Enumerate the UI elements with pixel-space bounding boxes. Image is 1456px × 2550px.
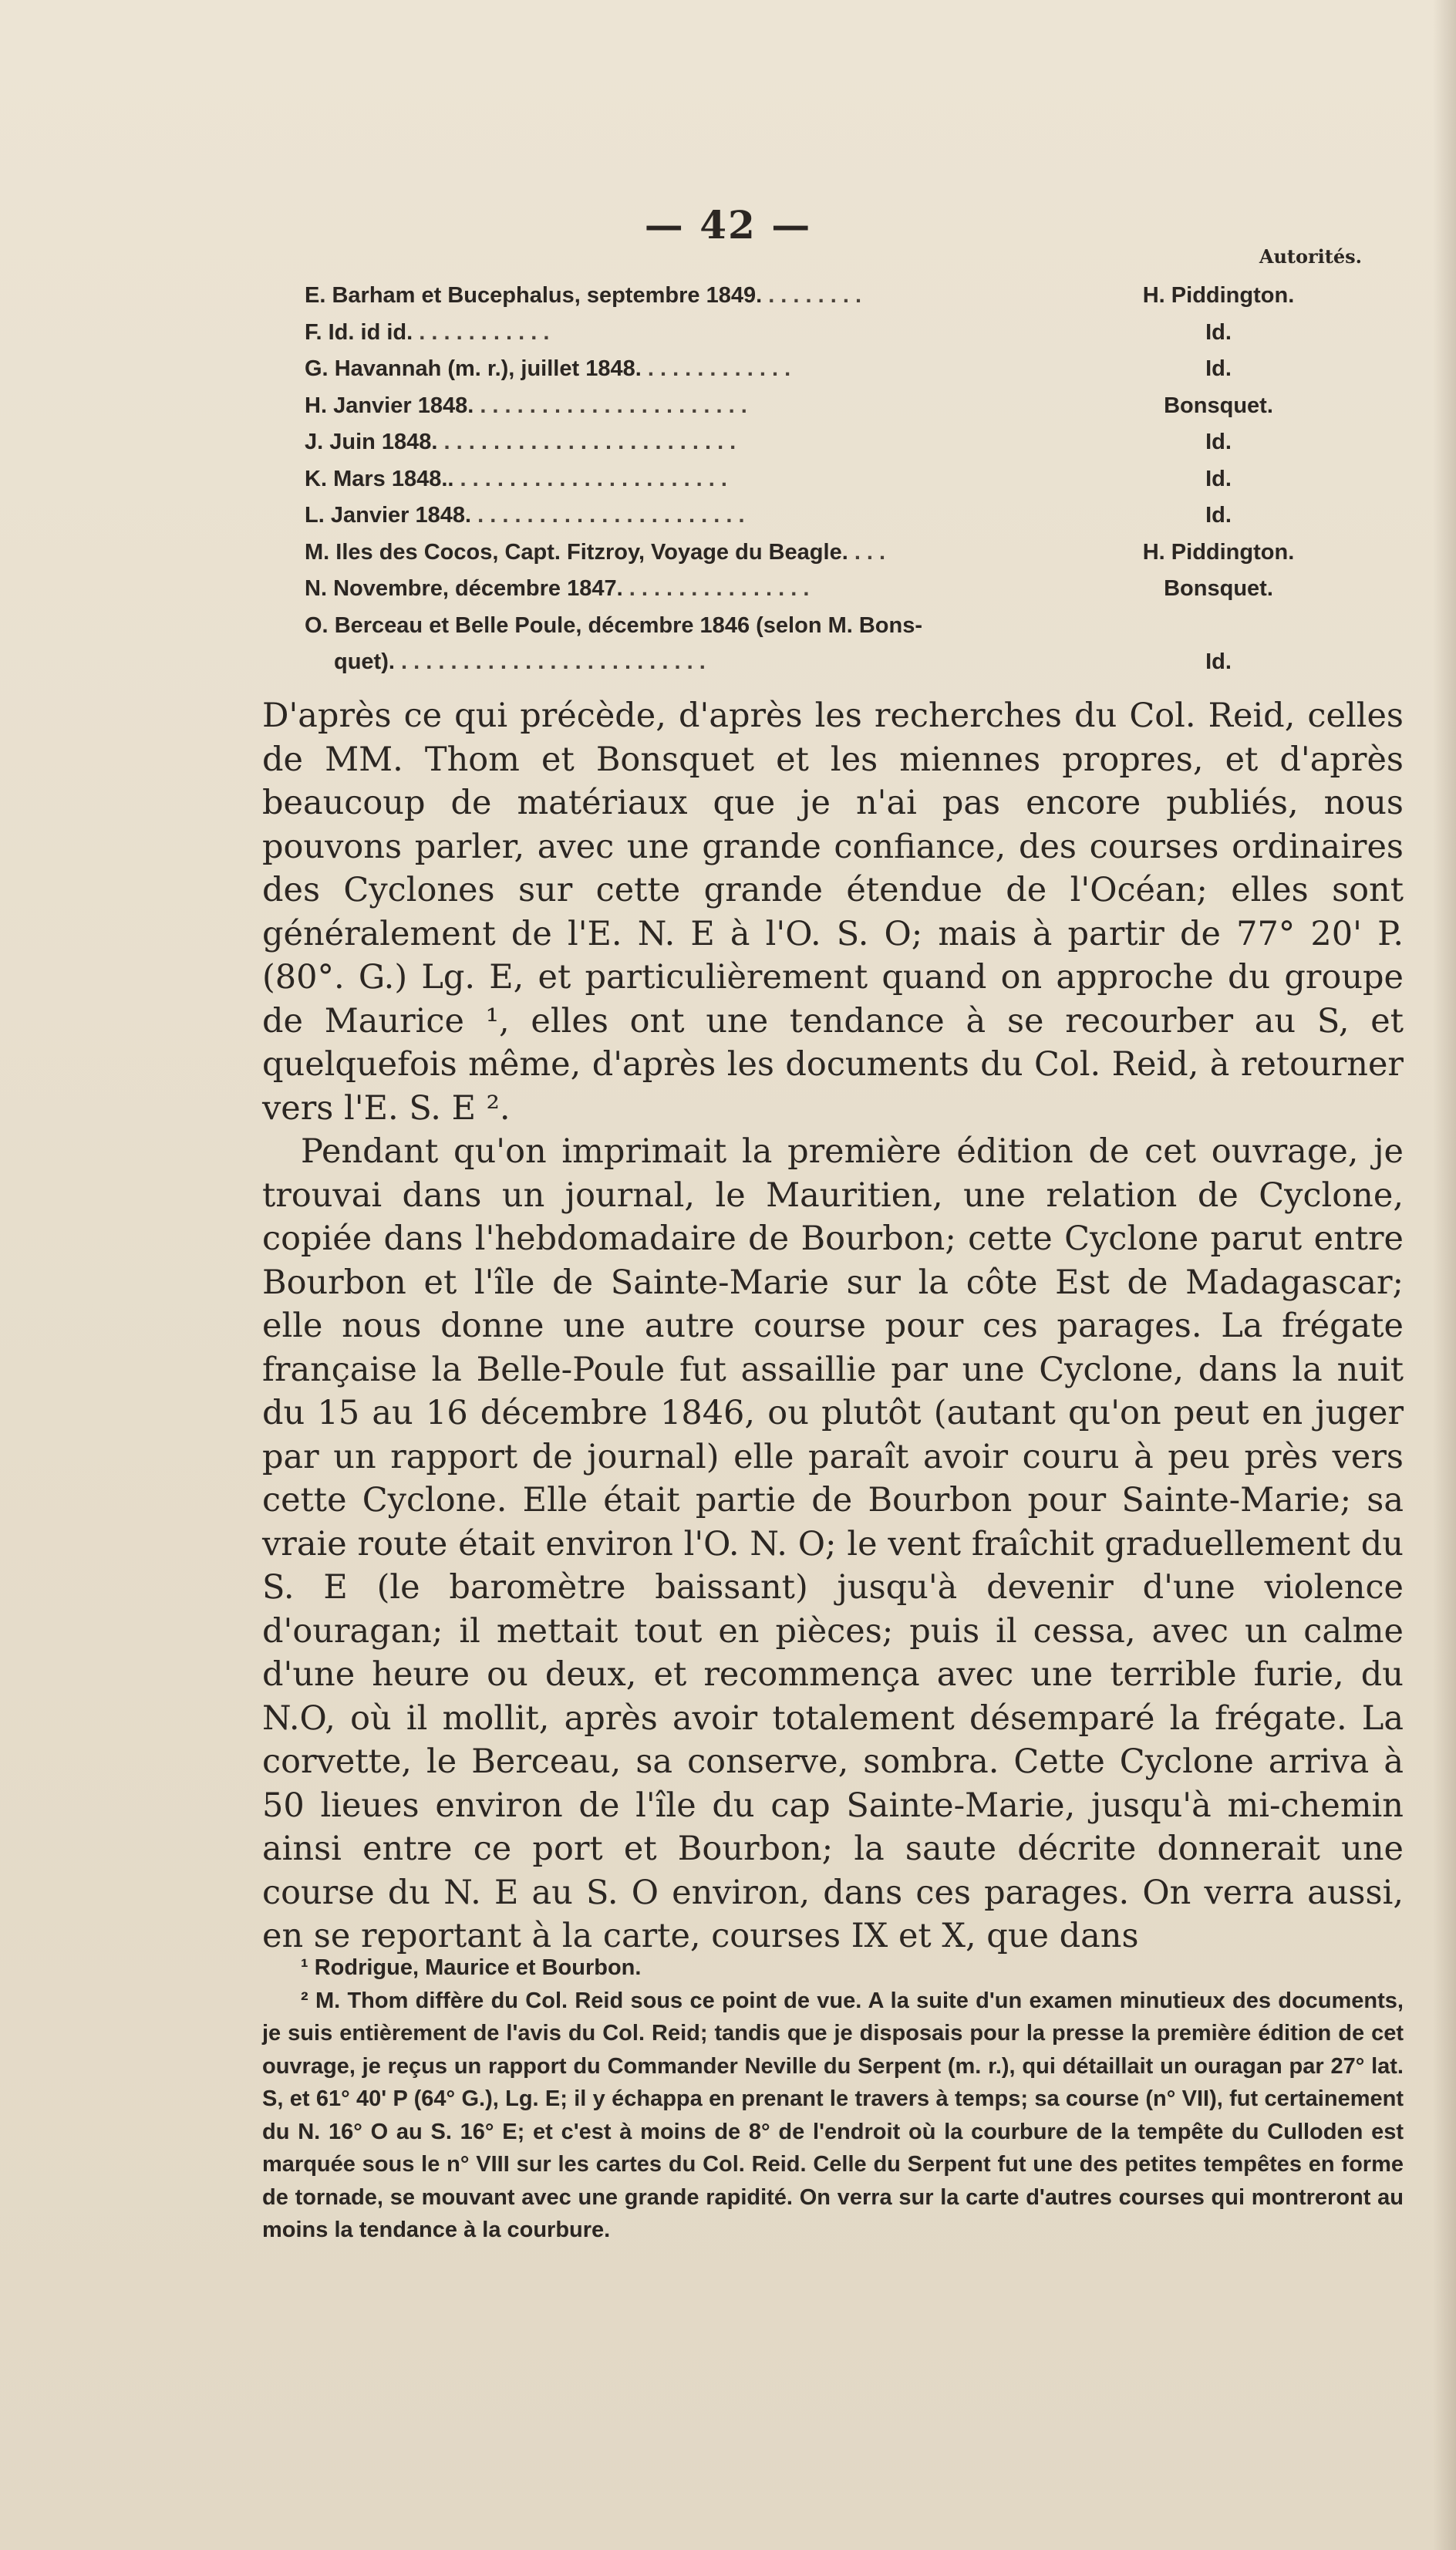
sources-list [305,278,1384,681]
source-authority: Id. [1205,649,1232,674]
source-row [305,571,1384,608]
source-row [305,461,1384,498]
body-paragraph: Pendant qu'on imprimait la première édition de cet ouvrage, je trouvai dans un journal, le Mauritien, une relation de Cyclone, copiée dans l'hebdomadaire de Bourbon; cette Cyclone parut entre Bourbon et l'île de Sainte-Marie sur la côte Est de Madagascar; elle nous donne une autre course pour ces parages. La frégate française la Belle-Poule fut assaillie par une Cyclone, dans la nuit du 15 au 16 décembre 1846, ou plutôt (autant qu'on peut en juger par un rapport de journal) elle paraît avoir couru à peu près vers cette Cyclone. Elle était partie de Bourbon pour Sainte-Marie; sa vraie route était environ l'O. N. O; le vent fraîchit graduellement du S. E (le baromètre baissant) jusqu'à devenir d'une violence d'ouragan; il mettait tout en pièces; puis il cessa, avec un calme d'une heure ou deux, et recommença avec une terrible furie, du N.O, où il mollit, après avoir totalement désemparé la frégate. La corvette, le Berceau, sa conserve, sombra. Cette Cyclone arriva à 50 lieues environ de l'île du cap Sainte-Marie, jusqu'à mi-chemin ainsi entre ce port et Bourbon; la saute décrite donnerait une course du N. E au S. O environ, dans ces parages. On verra aussi, en se reportant à la carte, courses IX et X, que dans [262,1132,1404,1955]
dot-leader: . . . . . . . . . . . . . . . . . . . . . . [471,503,745,528]
dot-leader: . . . . . . . . . . . . . . . . . . . . . . [453,466,727,491]
source-entry [334,644,706,681]
source-row [305,351,1384,388]
source-authority: Id. [1205,466,1232,491]
source-row [305,424,1384,461]
dot-leader: . . . . . . . . [762,283,862,308]
sources-column-header: Autorités. [1259,245,1362,268]
footnote: ² M. Thom diffère du Col. Reid sous ce point de vue. A la suite d'un examen minutieux des documents, je suis entièrement de l'avis du Col. Reid; tandis que je disposais pour la presse la première édition de cet ouvrage, je reçus un rapport du Commander Neville du Serpent (m. r.), qui détaillait un ouragan par 27° lat. S, et 61° 40' P (64° G.), Lg. E; il y échappa en prenant le travers à temps; sa course (n° VII), fut certainement du N. 16° O au S. 16° E; et c'est à moins de 8° de l'endroit où la courbure de la tempête du Culloden est marquée sous le n° VIII sur les cartes du Col. Reid. Celle du Serpent fut une des petites tempêtes en forme de tornade, se mouvant avec une grande rapidité. On verra sur la carte d'autres courses qui montreront au moins la tendance à la courbure. [262,1988,1404,2242]
source-authority: Bonsquet. [1164,576,1273,601]
dot-leader: . . . . . . . . . . . [413,319,550,345]
source-description: Barham et Bucephalus, septembre 1849. [332,283,763,308]
source-description: Janvier 1848. [333,393,474,418]
source-row [305,608,1384,645]
source-entry [305,351,790,388]
source-entry [305,461,727,498]
source-authority: H. Piddington. [1142,539,1295,565]
source-entry [305,278,861,315]
source-authority: Id. [1205,503,1232,528]
source-authority: H. Piddington. [1142,283,1295,308]
source-row [305,498,1384,535]
source-description: Juin 1848. [329,430,438,454]
source-description: Novembre, décembre 1847. [333,576,623,601]
source-entry [305,498,745,535]
source-letter: O. [305,612,329,638]
source-description: Havannah (m. r.), juillet 1848. [334,356,642,381]
source-description: quet). [334,649,395,674]
source-letter: N. [305,576,327,601]
source-entry [305,608,922,645]
source-row [305,644,1384,681]
source-letter: G. [305,356,329,381]
footnote: ¹ Rodrigue, Maurice et Bourbon. [301,1955,642,1980]
source-description: Mars 1848.. [333,466,454,491]
source-entry [305,424,736,461]
dot-leader: . . . . . . . . . . . . . . . . . . . . . . . . . [394,649,706,674]
source-row [305,388,1384,425]
source-letter: M. [305,539,330,565]
main-text [262,694,1404,1958]
dot-leader: . . . . . . . . . . . . [641,356,791,381]
source-entry [305,571,809,608]
source-letter: L. [305,503,325,528]
source-description: Janvier 1848. [330,503,472,528]
source-entry [305,535,885,572]
footnotes [262,1951,1404,2247]
dot-leader: . . . . . . . . . . . . . . . . . . . . . . [474,393,747,418]
source-letter: E. [305,283,326,308]
dot-leader: . . . . . . . . . . . . . . . [622,576,810,601]
source-authority: Bonsquet. [1164,393,1273,418]
source-row [305,278,1384,315]
source-row [305,315,1384,352]
source-description: Berceau et Belle Poule, décembre 1846 (selon M. Bons- [334,612,923,638]
dot-leader: . . . . . . . . . . . . . . . . . . . . . . . . [437,430,736,454]
dot-leader: . . . [848,539,886,565]
source-letter: H. [305,393,327,418]
body-paragraph: D'après ce qui précède, d'après les recherches du Col. Reid, celles de MM. Thom et Bonsquet et les miennes propres, et d'après beaucoup de matériaux que je n'ai pas encore publiés, nous pouvons parler, avec une grande confiance, des courses ordinaires des Cyclones sur cette grande étendue de l'Océan; elles sont généralement de l'E. N. E à l'O. S. O; mais à partir de 77° 20' P. (80°. G.) Lg. E, et particulièrement quand on approche du groupe de Maurice ¹, elles ont une tendance à se recourber au S, et quelquefois même, d'après les documents du Col. Reid, à retourner vers l'E. S. E ². [262,697,1404,1128]
source-authority: Id. [1205,356,1232,381]
source-entry [305,388,747,425]
source-authority: Id. [1205,319,1232,345]
source-authority: Id. [1205,430,1232,454]
source-description: Id. id id. [328,319,413,345]
source-row [305,535,1384,572]
page-edge-shadow [1433,0,1456,2550]
source-letter: F. [305,319,322,345]
source-letter: K. [305,466,327,491]
source-entry [305,315,549,352]
source-description: Iles des Cocos, Capt. Fitzroy, Voyage du Beagle. [335,539,848,565]
page-number: — 42 — [644,202,812,248]
source-letter: J. [305,430,324,454]
